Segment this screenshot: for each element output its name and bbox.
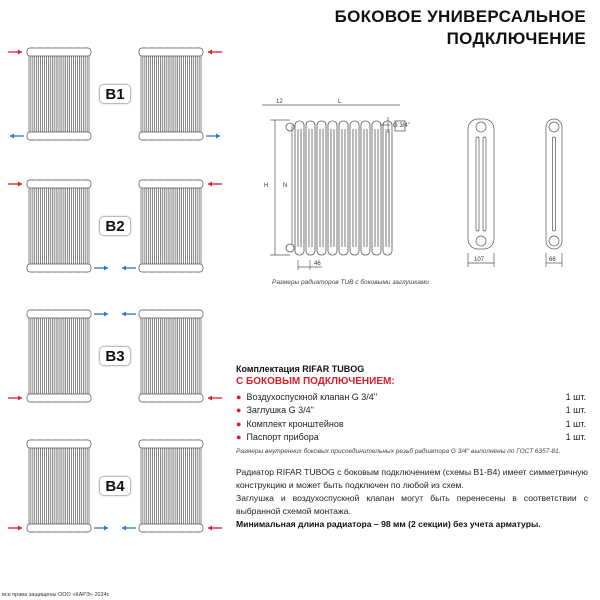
radiator-left-b3 <box>27 310 91 402</box>
dim-depth-66: 66 <box>549 257 556 263</box>
bullet-icon: ● <box>236 391 242 402</box>
description: Радиатор RIFAR TUBOG с боковым подключением (схемы B1-B4) имеет симметричную конструкцию и может быть подключен по любой из схем. Заглушка и воздухоспускной клапан могут быть перенесены в соответствии с выбранной схемой монтажа. Минимальная длина радиатора – 98 мм (2 секции) без учета арматуры. <box>236 467 588 529</box>
list-item: ● Комплект кронштейнов 1 шт. <box>236 418 586 429</box>
dim-length: L <box>338 99 342 105</box>
bullet-icon: ● <box>236 418 242 429</box>
dim-thread: G 3/4'' <box>393 123 410 129</box>
dim-height: H <box>264 183 269 189</box>
supply-arrow-icon <box>208 50 222 55</box>
dim-offset: 12 <box>276 99 283 105</box>
scheme-badge-b2: B2 <box>99 216 131 236</box>
supply-arrow-icon <box>8 50 22 55</box>
list-item: ● Воздухоспускной клапан G 3/4'' 1 шт. <box>236 391 586 402</box>
dim-depth-107: 107 <box>474 257 485 263</box>
dim-axis: N <box>283 183 288 189</box>
supply-arrow-icon <box>208 182 222 187</box>
return-arrow-icon <box>122 312 136 317</box>
kit-section <box>236 364 586 455</box>
scheme-badge-b1: B1 <box>99 84 131 104</box>
dim-pitch: 46 <box>314 261 321 267</box>
list-item: ● Заглушка G 3/4'' 1 шт. <box>236 405 586 416</box>
scheme-badge-b4: B4 <box>99 476 131 496</box>
supply-arrow-icon <box>8 182 22 187</box>
radiator-right-b1 <box>139 48 203 140</box>
radiator-right-b3 <box>139 310 203 402</box>
return-arrow-icon <box>122 526 136 531</box>
kit-note: Размеры внутренних боковых присоединительных резьб радиатора G 3/4'' выполнены по ГОСТ 6357-81. <box>236 448 561 455</box>
bullet-icon: ● <box>236 405 242 416</box>
supply-arrow-icon <box>208 526 222 531</box>
copyright: все права защищены ООО «КАРЭ» 2024г. <box>2 592 110 598</box>
radiator-right-b2 <box>139 180 203 272</box>
kit-list <box>236 390 586 444</box>
supply-arrow-icon <box>8 396 22 401</box>
page-title: БОКОВОЕ УНИВЕРСАЛЬНОЕ ПОДКЛЮЧЕНИЕ <box>334 7 586 48</box>
dimension-drawing <box>250 95 600 280</box>
return-arrow-icon <box>94 526 108 531</box>
radiator-left-b1 <box>27 48 91 140</box>
return-arrow-icon <box>206 134 220 139</box>
kit-heading: Комплектация RIFAR TUBOG <box>236 364 365 374</box>
drawing-caption: Размеры радиаторов TUB с боковыми заглушками <box>272 279 430 286</box>
radiator-right-b4 <box>139 440 203 532</box>
scheme-badge-b3: B3 <box>99 346 131 366</box>
return-arrow-icon <box>10 134 24 139</box>
list-item: ● Паспорт прибора 1 шт. <box>236 432 586 443</box>
return-arrow-icon <box>94 266 108 271</box>
return-arrow-icon <box>94 312 108 317</box>
return-arrow-icon <box>122 266 136 271</box>
bullet-icon: ● <box>236 432 242 443</box>
supply-arrow-icon <box>8 526 22 531</box>
radiator-left-b4 <box>27 440 91 532</box>
supply-arrow-icon <box>208 396 222 401</box>
radiator-left-b2 <box>27 180 91 272</box>
kit-subheading: С БОКОВЫМ ПОДКЛЮЧЕНИЕМ: <box>236 376 395 387</box>
